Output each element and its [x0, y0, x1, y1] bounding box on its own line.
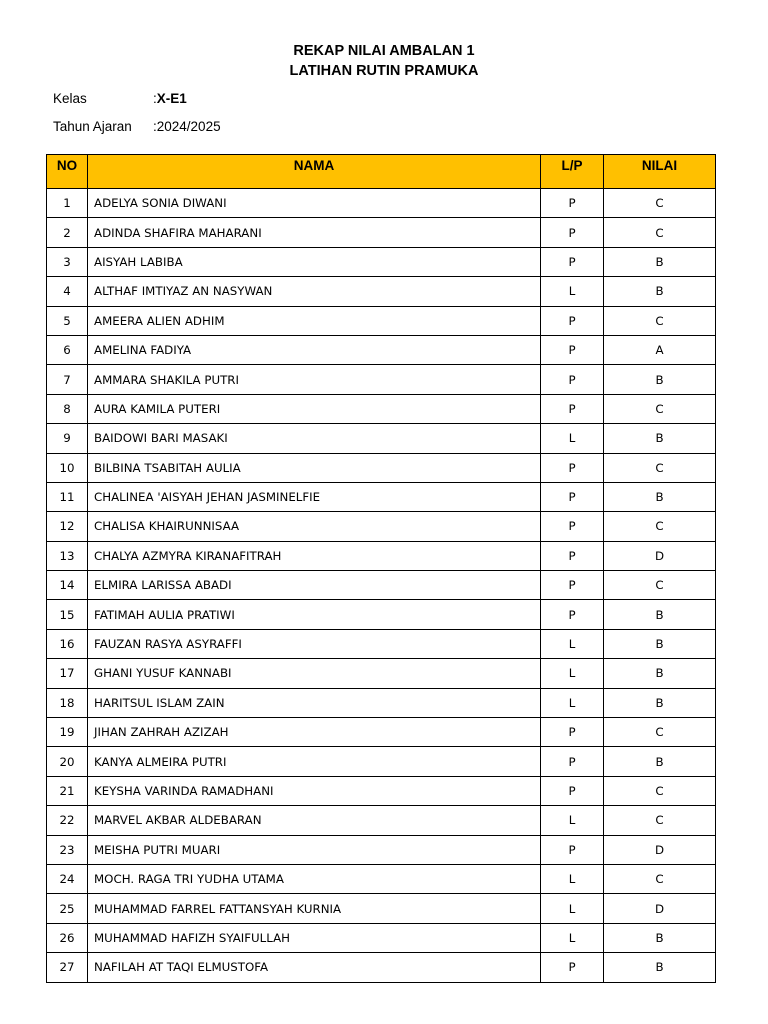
cell-nama: BILBINA TSABITAH AULIA: [88, 453, 541, 482]
tahun-ajaran-label: Tahun Ajaran: [53, 119, 132, 134]
table-row: [47, 306, 716, 335]
cell-lp: L: [541, 659, 604, 688]
table-row: [47, 512, 716, 541]
cell-nama: AURA KAMILA PUTERI: [88, 394, 541, 423]
cell-no: 8: [47, 394, 88, 423]
cell-nama: KEYSHA VARINDA RAMADHANI: [88, 776, 541, 805]
cell-lp: P: [541, 776, 604, 805]
cell-nama: NAFILAH AT TAQI ELMUSTOFA: [88, 953, 541, 982]
tahun-ajaran-row: [53, 118, 221, 136]
table-row: [47, 806, 716, 835]
cell-nama: ELMIRA LARISSA ABADI: [88, 571, 541, 600]
cell-no: 5: [47, 306, 88, 335]
cell-nama: AMEERA ALIEN ADHIM: [88, 306, 541, 335]
cell-nama: GHANI YUSUF KANNABI: [88, 659, 541, 688]
cell-no: 20: [47, 747, 88, 776]
cell-lp: P: [541, 953, 604, 982]
table-row: [47, 482, 716, 511]
cell-no: 13: [47, 541, 88, 570]
table-row: [47, 659, 716, 688]
cell-lp: P: [541, 453, 604, 482]
cell-no: 27: [47, 953, 88, 982]
cell-nilai: B: [604, 659, 716, 688]
cell-lp: L: [541, 424, 604, 453]
cell-nilai: B: [604, 482, 716, 511]
table-row: [47, 688, 716, 717]
cell-lp: P: [541, 247, 604, 276]
kelas-value: X-E1: [156, 91, 187, 106]
cell-nama: ALTHAF IMTIYAZ AN NASYWAN: [88, 277, 541, 306]
cell-nilai: A: [604, 335, 716, 364]
cell-no: 7: [47, 365, 88, 394]
cell-nilai: C: [604, 394, 716, 423]
column-header-no: NO: [47, 155, 88, 189]
cell-no: 2: [47, 218, 88, 247]
cell-nama: AMELINA FADIYA: [88, 335, 541, 364]
table-body: [47, 189, 716, 983]
cell-nama: FATIMAH AULIA PRATIWI: [88, 600, 541, 629]
tahun-ajaran-separator: :: [153, 119, 157, 134]
cell-nama: CHALISA KHAIRUNNISAA: [88, 512, 541, 541]
cell-nilai: C: [604, 718, 716, 747]
cell-nama: AISYAH LABIBA: [88, 247, 541, 276]
cell-no: 24: [47, 864, 88, 893]
cell-nama: BAIDOWI BARI MASAKI: [88, 424, 541, 453]
table-row: [47, 277, 716, 306]
cell-nilai: D: [604, 835, 716, 864]
cell-nilai: C: [604, 218, 716, 247]
cell-nilai: D: [604, 894, 716, 923]
cell-nilai: C: [604, 571, 716, 600]
cell-no: 10: [47, 453, 88, 482]
cell-nilai: C: [604, 864, 716, 893]
cell-lp: P: [541, 512, 604, 541]
cell-nilai: B: [604, 953, 716, 982]
table-row: [47, 894, 716, 923]
cell-nama: MEISHA PUTRI MUARI: [88, 835, 541, 864]
table-row: [47, 718, 716, 747]
cell-no: 25: [47, 894, 88, 923]
cell-lp: P: [541, 335, 604, 364]
cell-nilai: C: [604, 776, 716, 805]
table-row: [47, 864, 716, 893]
kelas-separator: :: [153, 91, 157, 106]
cell-nama: MOCH. RAGA TRI YUDHA UTAMA: [88, 864, 541, 893]
cell-no: 15: [47, 600, 88, 629]
table-row: [47, 629, 716, 658]
cell-nilai: C: [604, 453, 716, 482]
cell-lp: L: [541, 806, 604, 835]
cell-nilai: B: [604, 688, 716, 717]
table-row: [47, 776, 716, 805]
cell-no: 3: [47, 247, 88, 276]
cell-lp: P: [541, 394, 604, 423]
cell-lp: P: [541, 218, 604, 247]
table-row: [47, 218, 716, 247]
cell-lp: L: [541, 894, 604, 923]
cell-no: 18: [47, 688, 88, 717]
cell-lp: L: [541, 688, 604, 717]
cell-no: 14: [47, 571, 88, 600]
table-row: [47, 541, 716, 570]
cell-lp: L: [541, 864, 604, 893]
cell-nilai: C: [604, 512, 716, 541]
cell-no: 23: [47, 835, 88, 864]
table-row: [47, 571, 716, 600]
cell-lp: P: [541, 600, 604, 629]
kelas-row: [53, 90, 187, 108]
cell-nilai: C: [604, 189, 716, 218]
cell-lp: P: [541, 189, 604, 218]
table-row: [47, 394, 716, 423]
table-row: [47, 747, 716, 776]
cell-lp: P: [541, 571, 604, 600]
table-row: [47, 953, 716, 982]
cell-no: 12: [47, 512, 88, 541]
column-header-nama: NAMA: [88, 155, 541, 189]
cell-nama: CHALYA AZMYRA KIRANAFITRAH: [88, 541, 541, 570]
cell-no: 19: [47, 718, 88, 747]
cell-no: 16: [47, 629, 88, 658]
cell-nama: FAUZAN RASYA ASYRAFFI: [88, 629, 541, 658]
grade-table: [46, 154, 716, 983]
cell-no: 11: [47, 482, 88, 511]
document-subtitle: LATIHAN RUTIN PRAMUKA: [289, 63, 479, 79]
cell-lp: P: [541, 306, 604, 335]
cell-nama: MUHAMMAD HAFIZH SYAIFULLAH: [88, 923, 541, 952]
cell-lp: L: [541, 923, 604, 952]
cell-lp: L: [541, 629, 604, 658]
table-row: [47, 453, 716, 482]
cell-nama: ADINDA SHAFIRA MAHARANI: [88, 218, 541, 247]
cell-no: 26: [47, 923, 88, 952]
table-row: [47, 424, 716, 453]
cell-nilai: D: [604, 541, 716, 570]
table-header-row: [47, 155, 716, 189]
cell-no: 21: [47, 776, 88, 805]
cell-nama: ADELYA SONIA DIWANI: [88, 189, 541, 218]
cell-lp: P: [541, 541, 604, 570]
cell-no: 22: [47, 806, 88, 835]
cell-lp: P: [541, 718, 604, 747]
cell-lp: P: [541, 365, 604, 394]
column-header-lp: L/P: [541, 155, 604, 189]
cell-nilai: C: [604, 806, 716, 835]
table-row: [47, 835, 716, 864]
table-row: [47, 335, 716, 364]
kelas-label: Kelas: [53, 91, 87, 106]
table-row: [47, 189, 716, 218]
cell-nilai: C: [604, 306, 716, 335]
cell-nilai: B: [604, 277, 716, 306]
cell-no: 4: [47, 277, 88, 306]
column-header-nilai: NILAI: [604, 155, 716, 189]
cell-nilai: B: [604, 747, 716, 776]
cell-no: 6: [47, 335, 88, 364]
table-row: [47, 600, 716, 629]
cell-nama: MUHAMMAD FARREL FATTANSYAH KURNIA: [88, 894, 541, 923]
cell-no: 1: [47, 189, 88, 218]
cell-nilai: B: [604, 424, 716, 453]
cell-nama: KANYA ALMEIRA PUTRI: [88, 747, 541, 776]
cell-nilai: B: [604, 923, 716, 952]
cell-lp: P: [541, 835, 604, 864]
document-title: REKAP NILAI AMBALAN 1: [293, 43, 475, 59]
cell-nilai: B: [604, 629, 716, 658]
cell-lp: L: [541, 277, 604, 306]
cell-nama: AMMARA SHAKILA PUTRI: [88, 365, 541, 394]
table-row: [47, 923, 716, 952]
cell-lp: P: [541, 482, 604, 511]
cell-nilai: B: [604, 247, 716, 276]
cell-nama: HARITSUL ISLAM ZAIN: [88, 688, 541, 717]
cell-no: 17: [47, 659, 88, 688]
cell-nilai: B: [604, 365, 716, 394]
cell-nama: MARVEL AKBAR ALDEBARAN: [88, 806, 541, 835]
cell-nilai: B: [604, 600, 716, 629]
tahun-ajaran-value: 2024/2025: [156, 119, 221, 134]
cell-no: 9: [47, 424, 88, 453]
table-row: [47, 247, 716, 276]
cell-lp: P: [541, 747, 604, 776]
cell-nama: CHALINEA 'AISYAH JEHAN JASMINELFIE: [88, 482, 541, 511]
cell-nama: JIHAN ZAHRAH AZIZAH: [88, 718, 541, 747]
table-row: [47, 365, 716, 394]
